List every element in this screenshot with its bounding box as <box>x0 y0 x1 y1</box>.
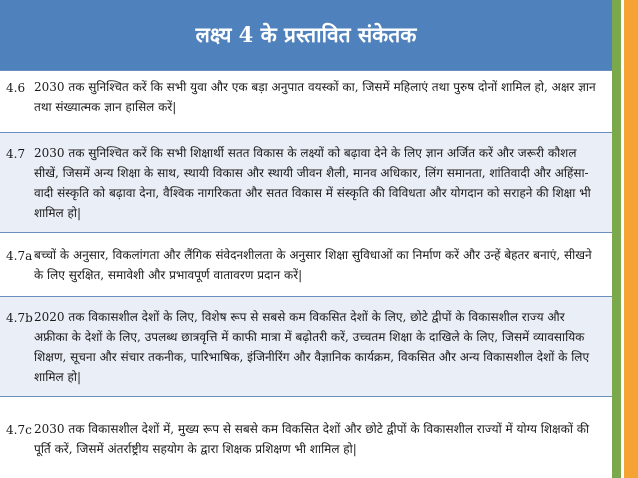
target-text: 2030 तक विकासशील देशों में, मुख्य रूप से सबसे कम विकसित देशों और छोटे द्वीपों के विकासशील राज्यों में योग्य शिक्षकों की पूर्ति करें, जिसमें अंतर्राष्ट्रीय सहयोग के द्वारा शिक्षक प्रशिक्षण भी शामिल हो| <box>34 422 590 456</box>
target-text: 2030 तक सुनिश्चित करें कि सभी शिक्षार्थी सतत विकास के लक्ष्यों को बढ़ावा देने के लिए ज्ञान अर्जित करें और जरूरी कौशल सीखें, जिसमें अन्य शिक्षा के साथ, स्थायी विकास और स्थायी जीवन शैली, मानव अधिकार, लिंग समानता, शांतिवादी और अहिंसा-वादी संस्कृति को बढ़ावा देना, वैश्विक नागरिकता और सतत विकास में संस्कृति की विविधता और योगदान को सराहने की शिक्षा भी शामिल हो| <box>34 146 591 220</box>
target-number: 4.7a <box>6 249 33 263</box>
slide-header <box>0 0 612 70</box>
targets-table <box>0 70 612 478</box>
target-text: बच्चों के अनुसार, विकलांगता और लैंगिक संवेदनशीलता के अनुसार शिक्षा सुविधाओं का निर्माण करें और उन्हें बेहतर बनाएं, सीखने के लिए सुरक्षित, समावेशी और प्रभावपूर्ण वातावरण प्रदान करें| <box>34 248 592 282</box>
decorative-side-stripe <box>612 0 638 478</box>
table-row <box>0 132 612 232</box>
table-row <box>0 70 612 132</box>
table-row <box>0 296 612 396</box>
target-number: 4.6 <box>6 81 26 95</box>
target-number: 4.7 <box>6 147 26 161</box>
target-number: 4.7b <box>6 311 33 325</box>
target-number: 4.7c <box>6 423 32 437</box>
target-text: 2020 तक विकासशील देशों के लिए, विशेष रूप से सबसे कम विकसित देशों के लिए, छोटे द्वीपों के विकासशील राज्य और अफ्रीका के देशों के लिए, उपलब्ध छात्रवृत्ति में काफी मात्रा में बढ़ोतरी करें, उच्चतम शिक्षा के दाखिले के लिए, जिसमें व्यावसायिक शिक्षण, सूचना और संचार तकनीक, पारिभाषिक, इंजिनीरिंग और वैज्ञानिक कार्यक्रम, विकसित और अन्य विकासशील देशों के लिए शामिल हो| <box>34 310 590 384</box>
slide-title: लक्ष्य 4 के प्रस्तावित संकेतक <box>195 22 417 47</box>
table-row <box>0 232 612 296</box>
table-row <box>0 396 612 478</box>
target-text: 2030 तक सुनिश्चित करें कि सभी युवा और एक बड़ा अनुपात वयस्कों का, जिसमें महिलाएं तथा पुरुष दोनों शामिल हो, अक्षर ज्ञान तथा संख्यात्मक ज्ञान हासिल करें| <box>34 80 596 114</box>
